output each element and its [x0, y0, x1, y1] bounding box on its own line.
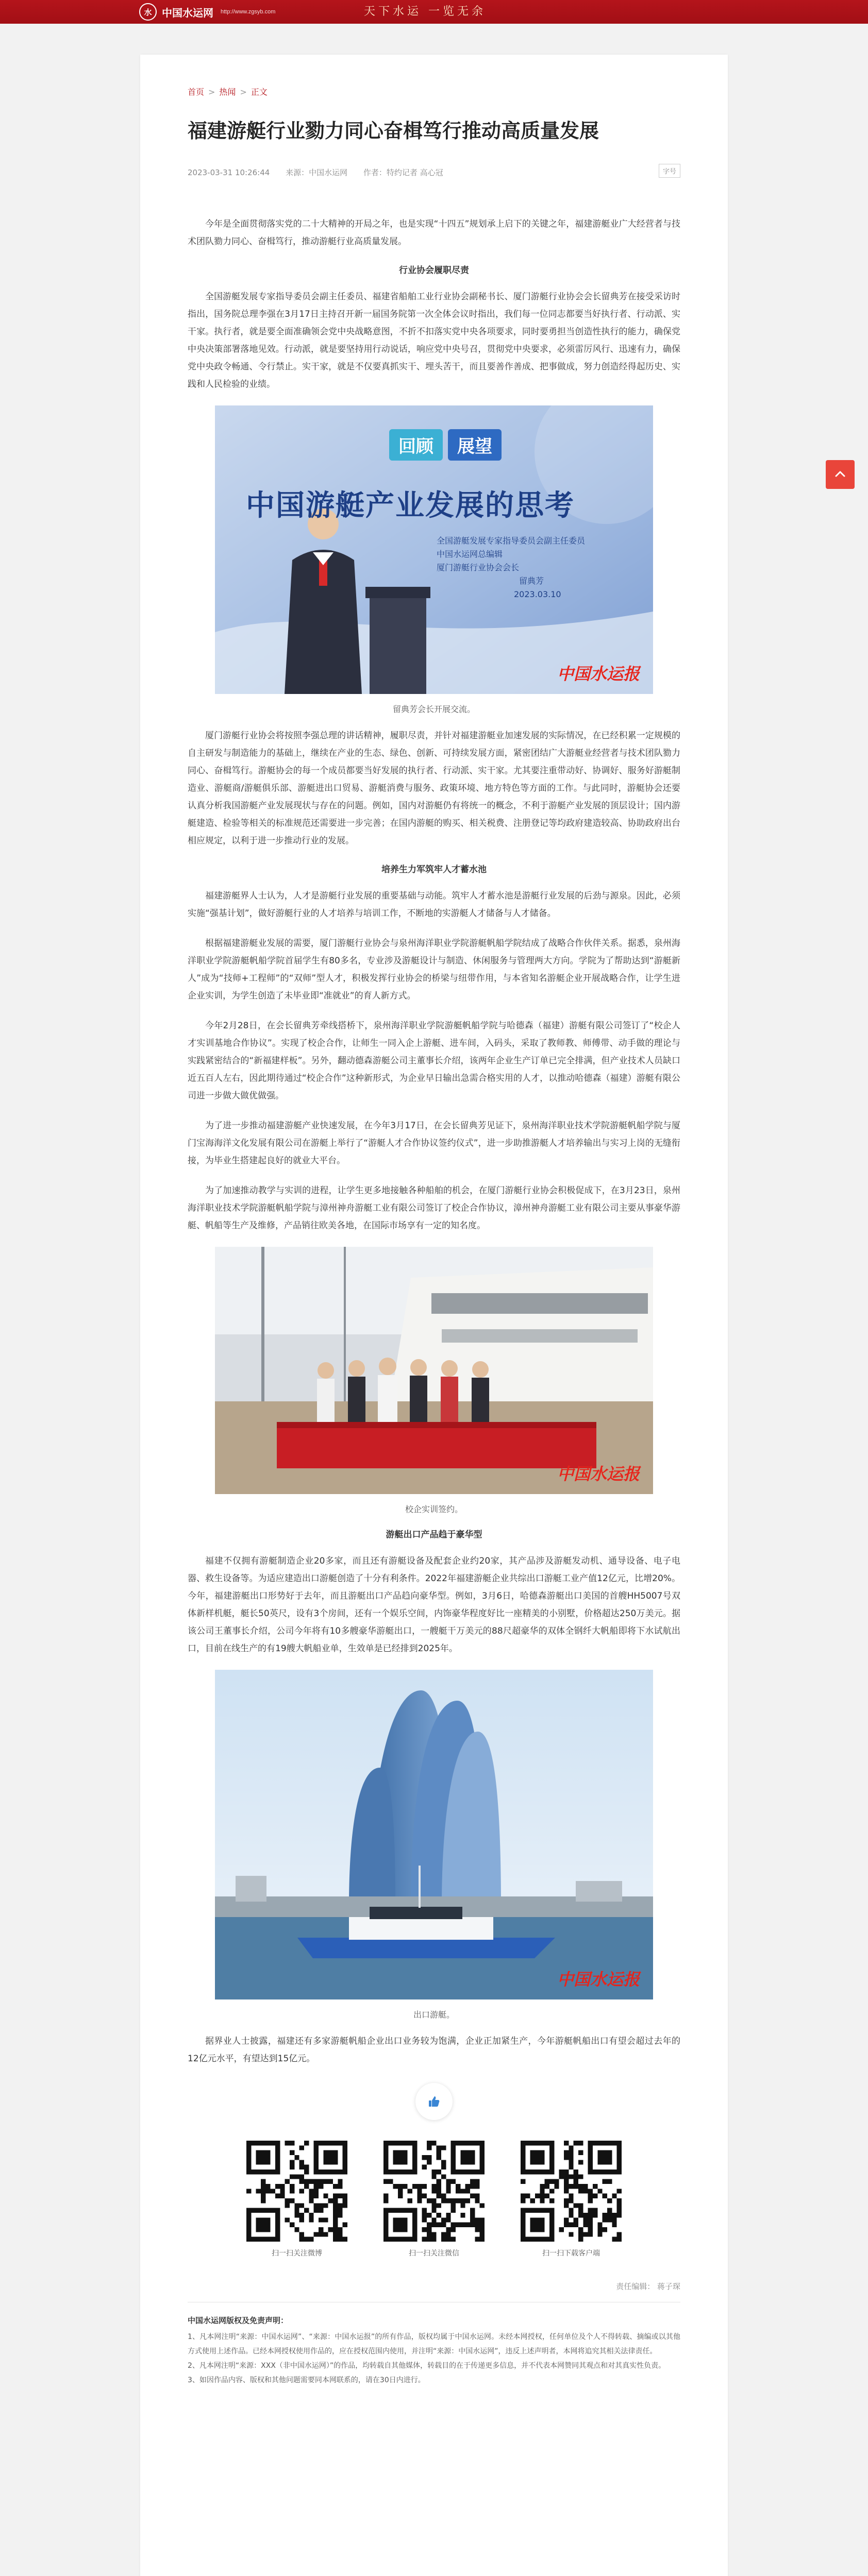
disclaimer-item: 3、如因作品内容、版权和其他问题需要同本网联系的，请在30日内进行。: [188, 2376, 425, 2384]
closing-paragraph: 据界业人士披露，福建还有多家游艇帆船企业出口业务较为饱满，企业正加紧生产，今年游艇帆船出口有望会超过去年的12亿元水平，有望达到15亿元。: [188, 2036, 680, 2064]
disclaimer-item: 2、凡本网注明“来源：XXX（非中国水运网）”的作品，均转载自其他媒体，转载目的在于传递更多信息，并不代表本网赞同其观点和对其真实性负责。: [188, 2362, 666, 2370]
qr-code-icon: [521, 2141, 622, 2242]
site-slogan: 天下水运 一览无余: [364, 5, 486, 18]
article-body: [188, 215, 680, 2387]
breadcrumb-home-link[interactable]: 首页: [188, 87, 205, 97]
top-bar: [0, 0, 868, 24]
intro-paragraph: 今年是全面贯彻落实党的二十大精神的开局之年，也是实现“十四五”规划承上启下的关键之年，福建游艇业广大经营者与技术团队勠力同心、奋楫笃行，推动游艇行业高质量发展。: [188, 219, 680, 247]
qr-code-icon: [383, 2141, 485, 2242]
slide-banner-left: 回顾: [389, 429, 443, 461]
article-author: 作者：特约记者 高心冠: [363, 168, 443, 177]
copyright-disclaimer: [188, 2315, 680, 2387]
paragraph: 福建游艇界人士认为，人才是游艇行业发展的重要基础与动能。筑牢人才蓄水池是游艇行业发展的后劲与源泉。因此，必须实施“强基计划”，做好游艇行业的人才培养与培训工作，不断地的实游艇人才储备与人才储备。: [188, 891, 680, 919]
thumbs-up-icon: [427, 2095, 441, 2108]
paragraph: 今年2月28日，在会长留典芳牵线搭桥下，泉州海洋职业学院游艇帆船学院与哈德森（福建）游艇有限公司签订了“校企人才实训基地合作协议”。实现了校企合作，让师生一同入企上游艇、进车间，入码头，采取了教师教、师傅带、动手做的理论与实践紧密结合的“新福建样板”。另外，翻动德森游艇公司主董事长介绍，该两年企业生产订单已完全排满，但产业技术人员缺口近五百人左右，因此期待通过“校企合作”这种新形式，为企业早日输出急需合格实用的人才，以推动哈德森（福建）游艇有限公司进一步做大做优做强。: [188, 1021, 680, 1101]
watermark: 中国水运报: [557, 664, 640, 684]
qr-wechat[interactable]: [383, 2141, 485, 2258]
logo-mark: 水: [139, 3, 157, 21]
article-card: [140, 55, 728, 2576]
photo-export-yacht: [215, 1670, 653, 1999]
article-meta: [188, 167, 457, 178]
arrow-up-icon: [833, 468, 847, 481]
article-source: 来源：中国水运网: [286, 168, 348, 177]
qr-code-icon: [246, 2141, 347, 2242]
paragraph: 为了进一步推动福建游艇产业快速发展，在今年3月17日，在会长留典芳见证下，泉州海洋职业技术学院游艇帆船学院与厦门宝海海洋文化发展有限公司在游艇上举行了“游艇人才合作协议签约仪式”，进一步助推游艇人才培养输出与实习上岗的无缝衔接，为毕业生搭建起良好的就业大平台。: [188, 1121, 680, 1166]
breadcrumb-section-link[interactable]: 热闻: [219, 87, 236, 97]
breadcrumb: 首页 > 热闻 > 正文: [188, 87, 268, 97]
qr-code-row: [188, 2141, 680, 2258]
responsible-editor: 责任编辑： 蒋子琛: [616, 2282, 680, 2291]
qr-caption: 扫一扫下载客户端: [542, 2249, 600, 2258]
disclaimer-item: 1、凡本网注明“来源：中国水运网”、“来源：中国水运报”的所有作品，版权均属于中国水运网。未经本网授权，任何单位及个人不得转载、摘编或以其他方式使用上述作品。已经本网授权使用作品的，应在授权范围内使用，并注明“来源：中国水运网”，违反上述声明者，本网将追究其相关法律责任。: [188, 2333, 680, 2355]
qr-weibo[interactable]: [246, 2141, 347, 2258]
figure-speaker: [188, 405, 680, 716]
slide-subtitle-1: 全国游艇发展专家指导委员会副主任委员: [437, 536, 586, 546]
publish-date: 2023-03-31 10:26:44: [188, 168, 270, 177]
section-heading: 游艇出口产品趋于豪华型: [386, 1530, 482, 1540]
figure-signing: [188, 1247, 680, 1516]
figure-caption: 校企实训签约。: [405, 1504, 463, 1514]
site-url: http://www.zgsyb.com: [221, 9, 276, 15]
slide-subtitle-2: 中国水运网总编辑: [437, 549, 503, 559]
paragraph: 厦门游艇行业协会将按照李强总理的讲话精神，履职尽责，并针对福建游艇业加速发展的实际情况，在已经积累一定规模的自主研发与制造能力的基础上，继续在产业的生态、绿色、创新、可持续发展方面，紧密团结广大游艇业经营者与技术团队勠力同心、奋楫笃行。游艇协会的每一个成员都要当好发展的执行者、行动派、实干家。尤其要注重带动好、协调好、服务好游艇制造业、游艇商/游艇俱乐部、游艇进出口贸易、游艇消费与服务、政策环境、地方特色等方面的工作。与此同时，游艇协会还要认真分析我国游艇产业发展现状与存在的问题。例如，国内对游艇仍有将统一的概念，不利于游艇产业发展的顶层设计；国内游艇建造、检验等相关的标准规范还需要进一步完善；在国内游艇的购买、相关税费、注册登记等均政府建造较高、协助政府出台相应规定，以利于进一步推动行业的发展。: [188, 731, 680, 846]
slide-subtitle-3: 厦门游艇行业协会会长: [437, 563, 520, 572]
section-heading: 培养生力军筑牢人才蓄水池: [381, 865, 487, 875]
slide-banner-right: 展望: [448, 429, 502, 461]
section-heading: 行业协会履职尽责: [399, 265, 469, 276]
paragraph: 全国游艇发展专家指导委员会副主任委员、福建省船舶工业行业协会副秘书长、厦门游艇行业协会会长留典芳在接受采访时指出，国务院总理李强在3月17日主持召开新一届国务院第一次全体会议时指出，我们每一位同志都要当好执行者、行动派、实干家。执行者，就是要全面准确领会党中央战略意图，不折不扣落实党中央各项要求，同时要勇担当创造性执行的能力，确保党中央决策部署落地见效。行动派，就是要坚持用行动说话，响应党中央号召，贯彻党中央要求，必须雷厉风行、迅速有力，确保党中央政令畅通、令行禁止。实干家，就是不仅要真抓实干、埋头苦干，而且要善作善成、把事做成，努力创造经得起历史、实践和人民检验的业绩。: [188, 292, 680, 389]
paragraph: 根据福建游艇业发展的需要，厦门游艇行业协会与泉州海洋职业学院游艇帆船学院结成了战略合作伙伴关系。据悉，泉州海洋职业学院游艇帆船学院首届学生有80多名，专业涉及游艇设计与制造、休闲服务与管理两大方向。学院为了帮助达到“游艇新人”成为“技师+工程师”的“双师”型人才，积极发挥行业协会的桥梁与纽带作用，与本省知名游艇企业开展战略合作，让学生进企业实训，为学生创造了未毕业即“准就业”的育人新方式。: [188, 938, 680, 1001]
watermark: 中国水运报: [557, 1464, 640, 1484]
watermark: 中国水运报: [557, 1970, 640, 1989]
paragraph: 福建不仅拥有游艇制造企业20多家，而且还有游艇设备及配套企业约20家，其产品涉及游艇发动机、通导设备、电子电器、救生设备等。为适应建造出口游艇创造了十分有利条件。2022年福建游艇企业共综出口游艇工业产值12亿元，比增20%。今年，福建游艇出口形势好于去年，而且游艇出口产品趋向豪华型。例如，3月6日，哈德森游艇出口美国的首艘HH5007号双体新样机艇，艇长50英尺，设有3个房间，还有一个娱乐空间，内饰豪华程度好比一座精美的小别墅，价格超达250万美元。据该公司王董事长介绍，公司今年将有10多艘豪华游艇出口，一艘艇干万美元的88尺超豪华的双体全钢纤大帆船即将下水试航出口，目前在线生产的有19艘大帆船业单，生效单是已经排到2025年。: [188, 1556, 680, 1654]
export-yacht-image: [215, 1670, 653, 1999]
back-to-top-button[interactable]: [826, 460, 855, 489]
font-size-button[interactable]: 字号: [659, 164, 680, 178]
slide-title: 中国游艇产业发展的思考: [246, 489, 575, 522]
site-logo[interactable]: [139, 0, 275, 24]
qr-caption: 扫一扫关注微信: [409, 2249, 459, 2258]
slide-name: 留典芳: [519, 576, 544, 586]
photo-speaker: [215, 405, 653, 694]
like-button[interactable]: [415, 2083, 453, 2120]
figure-caption: 出口游艇。: [413, 2010, 455, 2020]
qr-app[interactable]: [521, 2141, 622, 2258]
qr-caption: 扫一扫关注微博: [272, 2249, 322, 2258]
breadcrumb-current: 正文: [251, 87, 268, 97]
site-name: 中国水运网: [162, 6, 213, 19]
signing-image: [215, 1247, 653, 1494]
paragraph: 为了加速推动教学与实训的进程，让学生更多地接触各种船舶的机会，在厦门游艇行业协会积极促成下，在3月23日，泉州海洋职业技术学院游艇帆船学院与漳州神舟游艇工业有限公司签订了校企合作协议，漳州神舟游艇工业有限公司主要从事豪华游艇、帆船等生产及维修，产品销往欧美各地，在国际市场享有一定的知名度。: [188, 1185, 680, 1231]
article-title: 福建游艇行业勠力同心奋楫笃行推动高质量发展: [188, 120, 599, 142]
photo-signing: [215, 1247, 653, 1494]
disclaimer-title: 中国水运网版权及免责声明：: [188, 2316, 289, 2325]
slide-date: 2023.03.10: [514, 589, 561, 599]
figure-caption: 留典芳会长开展交流。: [392, 704, 475, 714]
figure-export-yacht: [188, 1670, 680, 2021]
